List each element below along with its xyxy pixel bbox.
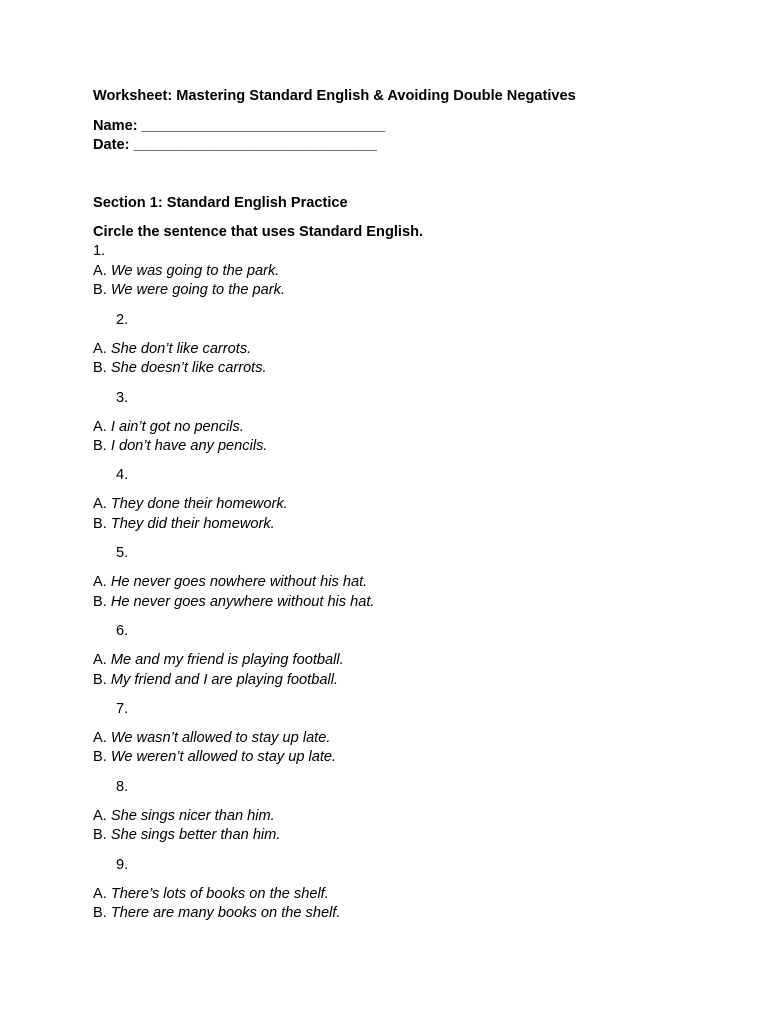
- option-text: I don’t have any pencils.: [110, 438, 268, 454]
- instruction: Circle the sentence that uses Standard English.: [93, 224, 424, 240]
- date-field-label: Date: ______________________________: [93, 137, 378, 153]
- option-text: She doesn’t like carrots.: [110, 360, 267, 376]
- option-b: [93, 437, 267, 455]
- option-a: [93, 885, 329, 903]
- option-text: They did their homework.: [110, 516, 275, 532]
- option-text: We were going to the park.: [110, 282, 285, 298]
- option-prefix: A.: [93, 419, 111, 435]
- question-number: 9.: [116, 857, 129, 873]
- option-text: We wasn’t allowed to stay up late.: [110, 730, 331, 746]
- option-prefix: B.: [93, 516, 111, 532]
- option-b: [93, 593, 375, 611]
- option-b: [93, 281, 285, 299]
- option-text: He never goes anywhere without his hat.: [110, 594, 375, 610]
- option-a: [93, 573, 367, 591]
- option-prefix: B.: [93, 672, 111, 688]
- option-a: [93, 262, 279, 280]
- option-text: There’s lots of books on the shelf.: [110, 886, 329, 902]
- option-prefix: A.: [93, 574, 111, 590]
- option-prefix: A.: [93, 730, 111, 746]
- option-a: [93, 495, 288, 513]
- question-number: 4.: [116, 467, 129, 483]
- option-b: [93, 515, 275, 533]
- option-text: She sings better than him.: [110, 827, 281, 843]
- option-prefix: A.: [93, 652, 111, 668]
- section-title: Section 1: Standard English Practice: [93, 195, 348, 211]
- option-prefix: B.: [93, 282, 111, 298]
- option-b: [93, 671, 338, 689]
- option-text: Me and my friend is playing football.: [110, 652, 344, 668]
- option-text: We was going to the park.: [110, 263, 280, 279]
- option-text: They done their homework.: [110, 496, 288, 512]
- question-number: 2.: [116, 312, 129, 328]
- option-prefix: A.: [93, 496, 111, 512]
- option-prefix: B.: [93, 360, 111, 376]
- option-a: [93, 729, 330, 747]
- option-a: [93, 651, 344, 669]
- option-prefix: A.: [93, 341, 111, 357]
- option-prefix: B.: [93, 594, 111, 610]
- question-number: 1.: [93, 243, 106, 259]
- option-text: There are many books on the shelf.: [110, 905, 341, 921]
- option-text: My friend and I are playing football.: [110, 672, 338, 688]
- question-number: 3.: [116, 390, 129, 406]
- option-text: I ain’t got no pencils.: [110, 419, 244, 435]
- option-b: [93, 904, 340, 922]
- option-prefix: B.: [93, 827, 111, 843]
- option-b: [93, 359, 267, 377]
- worksheet-title: Worksheet: Mastering Standard English & Avoiding Double Negatives: [93, 88, 576, 104]
- question-number: 8.: [116, 779, 129, 795]
- option-prefix: B.: [93, 905, 111, 921]
- option-text: She sings nicer than him.: [110, 808, 275, 824]
- question-number: 7.: [116, 701, 129, 717]
- question-number: 6.: [116, 623, 129, 639]
- option-prefix: B.: [93, 438, 111, 454]
- name-field-label: Name: ______________________________: [93, 118, 386, 134]
- question-number: 5.: [116, 545, 129, 561]
- option-text: He never goes nowhere without his hat.: [110, 574, 368, 590]
- option-prefix: A.: [93, 263, 111, 279]
- option-b: [93, 748, 336, 766]
- option-a: [93, 807, 275, 825]
- option-text: We weren’t allowed to stay up late.: [110, 749, 337, 765]
- option-prefix: A.: [93, 886, 111, 902]
- option-a: [93, 340, 251, 358]
- option-text: She don’t like carrots.: [110, 341, 252, 357]
- option-b: [93, 826, 280, 844]
- option-prefix: A.: [93, 808, 111, 824]
- option-a: [93, 418, 244, 436]
- option-prefix: B.: [93, 749, 111, 765]
